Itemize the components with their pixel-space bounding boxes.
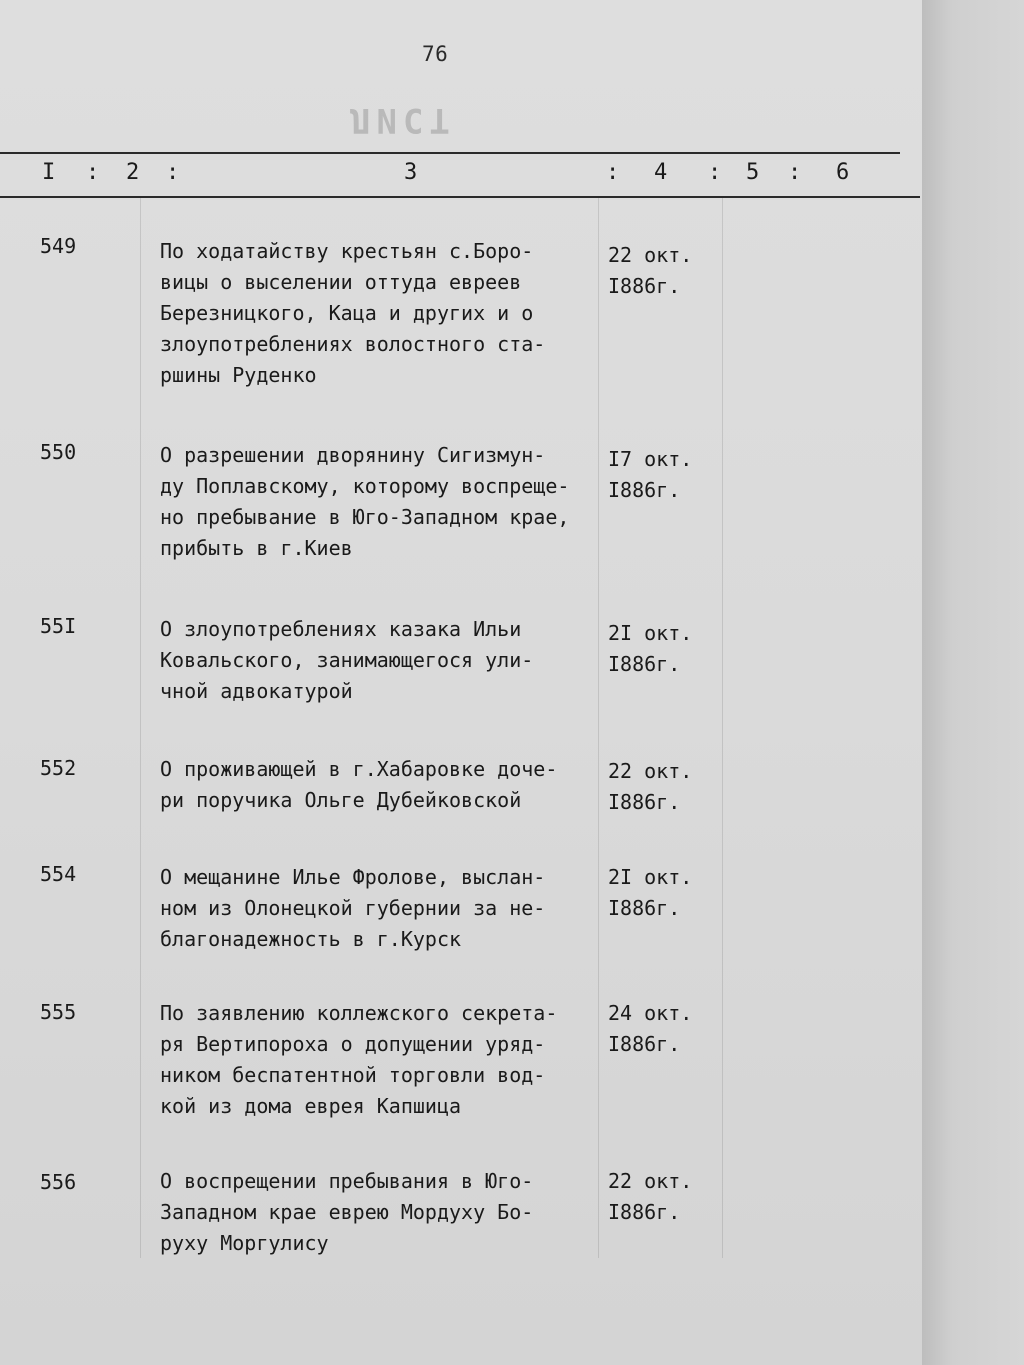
entry-text-line: но пребывание в Юго-Западном крае, (160, 505, 570, 529)
entry-text-line: ном из Олонецкой губернии за не- (160, 896, 546, 920)
entry-text-line: Березницкого, Каца и других и о (160, 301, 534, 325)
entry-description (160, 236, 545, 391)
entry-number: 549 (40, 234, 77, 258)
column-header-6: 6 (836, 160, 850, 185)
entry-date-line: 2I окт. (608, 865, 693, 889)
column-rule (140, 198, 141, 1258)
entry-text-line: ду Поплавскому, которому воспреще- (160, 474, 570, 498)
entry-text-line: руху Моргулису (160, 1231, 329, 1255)
entry-date-line: I886г. (608, 1032, 681, 1056)
entry-date (608, 618, 692, 680)
entry-number: 550 (40, 440, 77, 464)
column-header-5: 5 (746, 160, 760, 185)
entry-text-line: О злоупотреблениях казака Ильи (160, 617, 522, 641)
page-edge-shadow (922, 0, 1024, 1365)
entry-date (608, 862, 692, 924)
entry-date (608, 998, 692, 1060)
entry-text-line: О проживающей в г.Хабаровке доче- (160, 757, 558, 781)
entry-text-line: кой из дома еврея Капшица (160, 1094, 462, 1118)
entry-date-line: 22 окт. (608, 759, 693, 783)
column-separator: : (708, 160, 722, 185)
entry-text-line: О разрешении дворянину Сигизмун- (160, 443, 546, 467)
entry-date-line: 24 окт. (608, 1001, 693, 1025)
entry-text-line: ри поручика Ольге Дубейковской (160, 788, 522, 812)
entry-text-line: По заявлению коллежского секрета- (160, 1001, 558, 1025)
column-rule (598, 198, 599, 1258)
entry-text-line: прибыть в г.Киев (160, 536, 353, 560)
bleed-through-title: ЛИСТ (350, 100, 456, 140)
entry-number: 555 (40, 1000, 77, 1024)
entry-text-line: О воспрещении пребывания в Юго- (160, 1169, 534, 1193)
entry-number: 55I (40, 614, 77, 638)
entry-text-line: злоупотреблениях волостного ста- (160, 332, 546, 356)
entry-date-line: 22 окт. (608, 1169, 693, 1193)
entry-date (608, 756, 692, 818)
column-header-2: 2 (126, 160, 140, 185)
entry-number: 556 (40, 1170, 77, 1194)
entry-number: 552 (40, 756, 77, 780)
entry-description (160, 440, 569, 564)
column-header-3: 3 (404, 160, 418, 185)
header-bottom-rule (0, 196, 920, 198)
entry-description (160, 1166, 533, 1259)
column-header-1: I (42, 160, 56, 185)
entry-description (160, 754, 557, 816)
entry-date-line: I7 окт. (608, 447, 693, 471)
entry-text-line: Ковальского, занимающегося ули- (160, 648, 534, 672)
entry-number: 554 (40, 862, 77, 886)
entry-date-line: 2I окт. (608, 621, 693, 645)
entry-date (608, 1166, 692, 1228)
entry-date-line: I886г. (608, 896, 681, 920)
entry-text-line: Западном крае еврею Мордуху Бо- (160, 1200, 534, 1224)
column-header-4: 4 (654, 160, 668, 185)
header-top-rule (0, 152, 900, 154)
entry-date-line: I886г. (608, 1200, 681, 1224)
entry-text-line: благонадежность в г.Курск (160, 927, 462, 951)
column-separator: : (86, 160, 100, 185)
entry-date-line: I886г. (608, 652, 681, 676)
entry-text-line: По ходатайству крестьян с.Боро- (160, 239, 534, 263)
entry-description (160, 998, 557, 1122)
entry-date-line: I886г. (608, 478, 681, 502)
entry-date-line: 22 окт. (608, 243, 693, 267)
entry-date (608, 444, 692, 506)
column-separator: : (166, 160, 180, 185)
column-separator: : (606, 160, 620, 185)
column-separator: : (788, 160, 802, 185)
column-rule (722, 198, 723, 1258)
entry-text-line: О мещанине Илье Фролове, выслан- (160, 865, 546, 889)
page-number: 76 (422, 42, 449, 66)
entry-description (160, 614, 533, 707)
entry-date-line: I886г. (608, 790, 681, 814)
entry-date-line: I886г. (608, 274, 681, 298)
entry-text-line: ршины Руденко (160, 363, 317, 387)
entry-text-line: чной адвокатурой (160, 679, 353, 703)
entry-text-line: ником беспатентной торговли вод- (160, 1063, 546, 1087)
entry-description (160, 862, 545, 955)
entry-date (608, 240, 692, 302)
entry-text-line: вицы о выселении оттуда евреев (160, 270, 522, 294)
entry-text-line: ря Вертипороха о допущении уряд- (160, 1032, 546, 1056)
